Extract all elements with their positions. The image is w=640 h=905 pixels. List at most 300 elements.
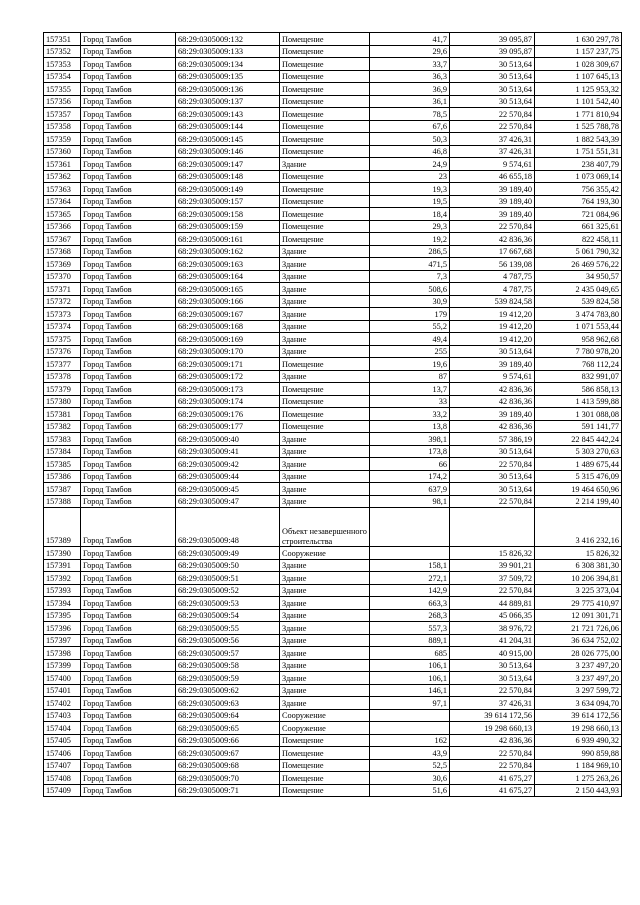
cadastral-number-cell: 68:29:0305009:135 — [176, 70, 280, 83]
table-row — [44, 420, 622, 433]
cadastral-number-cell: 68:29:0305009:50 — [176, 559, 280, 572]
unit-value-cell: 19 298 660,13 — [450, 722, 535, 735]
cadastral-number-cell: 68:29:0305009:68 — [176, 759, 280, 772]
unit-value-cell: 22 570,84 — [450, 458, 535, 471]
row-number-cell: 157376 — [44, 345, 81, 358]
unit-value-cell: 39 189,40 — [450, 195, 535, 208]
cadastral-value-cell: 721 084,96 — [535, 208, 622, 221]
cadastral-value-cell: 3 634 094,70 — [535, 697, 622, 710]
object-type-cell: Здание — [280, 483, 370, 496]
area-cell: 29,3 — [370, 220, 450, 233]
unit-value-cell: 40 915,00 — [450, 647, 535, 660]
cadastral-value-cell: 3 297 599,72 — [535, 684, 622, 697]
row-number-cell: 157352 — [44, 45, 81, 58]
object-type-cell: Здание — [280, 270, 370, 283]
cadastral-number-cell: 68:29:0305009:169 — [176, 333, 280, 346]
cadastral-number-cell: 68:29:0305009:146 — [176, 145, 280, 158]
area-cell: 19,5 — [370, 195, 450, 208]
row-number-cell: 157358 — [44, 120, 81, 133]
table-row — [44, 722, 622, 735]
locality-cell: Город Тамбов — [81, 345, 176, 358]
cadastral-number-cell: 68:29:0305009:145 — [176, 133, 280, 146]
locality-cell: Город Тамбов — [81, 458, 176, 471]
cadastral-number-cell: 68:29:0305009:71 — [176, 784, 280, 797]
row-number-cell: 157368 — [44, 245, 81, 258]
table-row — [44, 609, 622, 622]
cadastral-number-cell: 68:29:0305009:57 — [176, 647, 280, 660]
locality-cell: Город Тамбов — [81, 58, 176, 71]
area-cell — [370, 722, 450, 735]
locality-cell: Город Тамбов — [81, 709, 176, 722]
unit-value-cell: 9 574,61 — [450, 370, 535, 383]
row-number-cell: 157359 — [44, 133, 81, 146]
table-row — [44, 684, 622, 697]
cadastral-number-cell: 68:29:0305009:52 — [176, 584, 280, 597]
area-cell: 41,7 — [370, 33, 450, 46]
locality-cell: Город Тамбов — [81, 408, 176, 421]
object-type-cell: Помещение — [280, 45, 370, 58]
locality-cell: Город Тамбов — [81, 108, 176, 121]
locality-cell: Город Тамбов — [81, 120, 176, 133]
table-row — [44, 458, 622, 471]
table-row — [44, 370, 622, 383]
unit-value-cell: 30 513,64 — [450, 483, 535, 496]
locality-cell: Город Тамбов — [81, 70, 176, 83]
unit-value-cell: 30 513,64 — [450, 95, 535, 108]
locality-cell: Город Тамбов — [81, 634, 176, 647]
locality-cell: Город Тамбов — [81, 647, 176, 660]
object-type-cell: Помещение — [280, 145, 370, 158]
object-type-cell: Помещение — [280, 83, 370, 96]
cadastral-value-cell: 6 308 381,30 — [535, 559, 622, 572]
cadastral-value-cell: 1 413 599,88 — [535, 395, 622, 408]
locality-cell: Город Тамбов — [81, 759, 176, 772]
unit-value-cell: 22 570,84 — [450, 108, 535, 121]
row-number-cell: 157379 — [44, 383, 81, 396]
unit-value-cell: 539 824,58 — [450, 295, 535, 308]
unit-value-cell: 19 412,20 — [450, 333, 535, 346]
area-cell: 106,1 — [370, 672, 450, 685]
area-cell: 142,9 — [370, 584, 450, 597]
table-row — [44, 145, 622, 158]
table-row — [44, 634, 622, 647]
table-row — [44, 258, 622, 271]
row-number-cell: 157386 — [44, 470, 81, 483]
row-number-cell: 157392 — [44, 572, 81, 585]
area-cell: 146,1 — [370, 684, 450, 697]
cadastral-value-cell: 28 026 775,00 — [535, 647, 622, 660]
cadastral-value-cell: 1 525 788,78 — [535, 120, 622, 133]
unit-value-cell: 22 570,84 — [450, 220, 535, 233]
cadastral-value-cell: 2 435 049,65 — [535, 283, 622, 296]
cadastral-value-cell: 21 721 726,06 — [535, 622, 622, 635]
cadastral-number-cell: 68:29:0305009:167 — [176, 308, 280, 321]
object-type-cell: Помещение — [280, 408, 370, 421]
locality-cell: Город Тамбов — [81, 622, 176, 635]
object-type-cell: Здание — [280, 370, 370, 383]
cadastral-value-cell: 2 150 443,93 — [535, 784, 622, 797]
area-cell: 508,6 — [370, 283, 450, 296]
object-type-cell: Здание — [280, 258, 370, 271]
table-row — [44, 95, 622, 108]
table-row — [44, 470, 622, 483]
object-type-cell: Помещение — [280, 208, 370, 221]
area-cell: 78,5 — [370, 108, 450, 121]
locality-cell: Город Тамбов — [81, 784, 176, 797]
area-cell: 7,3 — [370, 270, 450, 283]
table-row — [44, 158, 622, 171]
object-type-cell: Помещение — [280, 33, 370, 46]
table-row — [44, 395, 622, 408]
table-row — [44, 508, 622, 547]
object-type-cell: Здание — [280, 433, 370, 446]
area-cell — [370, 547, 450, 560]
cadastral-value-cell: 1 630 297,78 — [535, 33, 622, 46]
unit-value-cell: 19 412,20 — [450, 320, 535, 333]
locality-cell: Город Тамбов — [81, 672, 176, 685]
row-number-cell: 157389 — [44, 508, 81, 547]
cadastral-value-cell: 3 237 497,20 — [535, 672, 622, 685]
object-type-cell: Здание — [280, 470, 370, 483]
area-cell: 51,6 — [370, 784, 450, 797]
cadastral-number-cell: 68:29:0305009:55 — [176, 622, 280, 635]
row-number-cell: 157366 — [44, 220, 81, 233]
area-cell: 18,4 — [370, 208, 450, 221]
cadastral-value-cell: 1 071 553,44 — [535, 320, 622, 333]
unit-value-cell: 45 066,35 — [450, 609, 535, 622]
cadastral-number-cell: 68:29:0305009:143 — [176, 108, 280, 121]
table-row — [44, 495, 622, 508]
object-type-cell: Помещение — [280, 395, 370, 408]
row-number-cell: 157372 — [44, 295, 81, 308]
cadastral-value-cell: 29 775 410,97 — [535, 597, 622, 610]
cadastral-value-cell: 6 939 490,32 — [535, 734, 622, 747]
table-row — [44, 58, 622, 71]
object-type-cell: Здание — [280, 333, 370, 346]
area-cell: 97,1 — [370, 697, 450, 710]
area-cell: 55,2 — [370, 320, 450, 333]
cadastral-number-cell: 68:29:0305009:164 — [176, 270, 280, 283]
locality-cell: Город Тамбов — [81, 383, 176, 396]
cadastral-value-cell: 1 157 237,75 — [535, 45, 622, 58]
cadastral-value-cell: 1 771 810,94 — [535, 108, 622, 121]
object-type-cell: Помещение — [280, 734, 370, 747]
row-number-cell: 157396 — [44, 622, 81, 635]
row-number-cell: 157405 — [44, 734, 81, 747]
cadastral-value-cell: 661 325,61 — [535, 220, 622, 233]
locality-cell: Город Тамбов — [81, 258, 176, 271]
object-type-cell: Здание — [280, 245, 370, 258]
unit-value-cell: 44 889,81 — [450, 597, 535, 610]
cadastral-number-cell: 68:29:0305009:159 — [176, 220, 280, 233]
row-number-cell: 157381 — [44, 408, 81, 421]
row-number-cell: 157373 — [44, 308, 81, 321]
cadastral-number-cell: 68:29:0305009:56 — [176, 634, 280, 647]
row-number-cell: 157395 — [44, 609, 81, 622]
unit-value-cell: 41 675,27 — [450, 772, 535, 785]
locality-cell: Город Тамбов — [81, 609, 176, 622]
area-cell: 29,6 — [370, 45, 450, 58]
cadastral-value-cell: 36 634 752,02 — [535, 634, 622, 647]
locality-cell: Город Тамбов — [81, 395, 176, 408]
table-row — [44, 183, 622, 196]
unit-value-cell: 39 189,40 — [450, 358, 535, 371]
area-cell: 471,5 — [370, 258, 450, 271]
table-row — [44, 283, 622, 296]
locality-cell: Город Тамбов — [81, 420, 176, 433]
area-cell: 50,3 — [370, 133, 450, 146]
object-type-cell: Помещение — [280, 170, 370, 183]
area-cell: 24,9 — [370, 158, 450, 171]
locality-cell: Город Тамбов — [81, 233, 176, 246]
cadastral-number-cell: 68:29:0305009:41 — [176, 445, 280, 458]
object-type-cell: Здание — [280, 584, 370, 597]
area-cell: 46,8 — [370, 145, 450, 158]
row-number-cell: 157354 — [44, 70, 81, 83]
cadastral-number-cell: 68:29:0305009:54 — [176, 609, 280, 622]
locality-cell: Город Тамбов — [81, 270, 176, 283]
unit-value-cell — [450, 508, 535, 547]
cadastral-number-cell: 68:29:0305009:149 — [176, 183, 280, 196]
locality-cell: Город Тамбов — [81, 370, 176, 383]
cadastral-value-cell: 26 469 576,22 — [535, 258, 622, 271]
area-cell: 637,9 — [370, 483, 450, 496]
cadastral-value-cell: 5 303 270,63 — [535, 445, 622, 458]
table-row — [44, 759, 622, 772]
cadastral-number-cell: 68:29:0305009:166 — [176, 295, 280, 308]
cadastral-number-cell: 68:29:0305009:44 — [176, 470, 280, 483]
table-row — [44, 295, 622, 308]
unit-value-cell: 37 426,31 — [450, 145, 535, 158]
area-cell: 685 — [370, 647, 450, 660]
area-cell: 889,1 — [370, 634, 450, 647]
object-type-cell: Здание — [280, 345, 370, 358]
unit-value-cell: 39 189,40 — [450, 208, 535, 221]
area-cell: 36,3 — [370, 70, 450, 83]
row-number-cell: 157364 — [44, 195, 81, 208]
row-number-cell: 157394 — [44, 597, 81, 610]
cadastral-value-cell: 1 107 645,13 — [535, 70, 622, 83]
row-number-cell: 157367 — [44, 233, 81, 246]
unit-value-cell: 37 426,31 — [450, 697, 535, 710]
area-cell: 33 — [370, 395, 450, 408]
locality-cell: Город Тамбов — [81, 295, 176, 308]
locality-cell: Город Тамбов — [81, 722, 176, 735]
table-row — [44, 572, 622, 585]
table-row — [44, 433, 622, 446]
cadastral-number-cell: 68:29:0305009:177 — [176, 420, 280, 433]
unit-value-cell: 30 513,64 — [450, 58, 535, 71]
row-number-cell: 157401 — [44, 684, 81, 697]
area-cell — [370, 508, 450, 547]
table-row — [44, 333, 622, 346]
table-row — [44, 45, 622, 58]
table-row — [44, 547, 622, 560]
cadastral-value-cell: 822 458,11 — [535, 233, 622, 246]
cadastral-value-cell: 2 214 199,40 — [535, 495, 622, 508]
area-cell: 33,2 — [370, 408, 450, 421]
locality-cell: Город Тамбов — [81, 333, 176, 346]
cadastral-value-cell: 39 614 172,56 — [535, 709, 622, 722]
cadastral-number-cell: 68:29:0305009:59 — [176, 672, 280, 685]
cadastral-number-cell: 68:29:0305009:170 — [176, 345, 280, 358]
object-type-cell: Помещение — [280, 70, 370, 83]
locality-cell: Город Тамбов — [81, 508, 176, 547]
row-number-cell: 157380 — [44, 395, 81, 408]
cadastral-value-cell: 5 061 790,32 — [535, 245, 622, 258]
cadastral-number-cell: 68:29:0305009:176 — [176, 408, 280, 421]
table-row — [44, 320, 622, 333]
row-number-cell: 157406 — [44, 747, 81, 760]
unit-value-cell: 39 901,21 — [450, 559, 535, 572]
row-number-cell: 157353 — [44, 58, 81, 71]
unit-value-cell: 42 836,36 — [450, 420, 535, 433]
unit-value-cell: 39 189,40 — [450, 408, 535, 421]
cadastral-value-cell: 5 315 476,09 — [535, 470, 622, 483]
unit-value-cell: 9 574,61 — [450, 158, 535, 171]
area-cell: 158,1 — [370, 559, 450, 572]
table-row — [44, 597, 622, 610]
cadastral-value-cell: 1 751 551,31 — [535, 145, 622, 158]
row-number-cell: 157361 — [44, 158, 81, 171]
cadastral-number-cell: 68:29:0305009:163 — [176, 258, 280, 271]
row-number-cell: 157403 — [44, 709, 81, 722]
area-cell: 98,1 — [370, 495, 450, 508]
locality-cell: Город Тамбов — [81, 445, 176, 458]
table-row — [44, 133, 622, 146]
area-cell: 179 — [370, 308, 450, 321]
table-row — [44, 584, 622, 597]
unit-value-cell: 38 976,72 — [450, 622, 535, 635]
row-number-cell: 157370 — [44, 270, 81, 283]
cadastral-number-cell: 68:29:0305009:47 — [176, 495, 280, 508]
row-number-cell: 157362 — [44, 170, 81, 183]
cadastral-number-cell: 68:29:0305009:40 — [176, 433, 280, 446]
cadastral-number-cell: 68:29:0305009:157 — [176, 195, 280, 208]
area-cell: 272,1 — [370, 572, 450, 585]
area-cell: 67,6 — [370, 120, 450, 133]
table-row — [44, 120, 622, 133]
locality-cell: Город Тамбов — [81, 483, 176, 496]
object-type-cell: Здание — [280, 295, 370, 308]
unit-value-cell: 15 826,32 — [450, 547, 535, 560]
area-cell: 19,6 — [370, 358, 450, 371]
area-cell: 19,3 — [370, 183, 450, 196]
table-row — [44, 622, 622, 635]
locality-cell: Город Тамбов — [81, 433, 176, 446]
object-type-cell: Сооружение — [280, 722, 370, 735]
object-type-cell: Сооружение — [280, 709, 370, 722]
cadastral-value-cell: 15 826,32 — [535, 547, 622, 560]
row-number-cell: 157407 — [44, 759, 81, 772]
cadastral-number-cell: 68:29:0305009:137 — [176, 95, 280, 108]
locality-cell: Город Тамбов — [81, 308, 176, 321]
unit-value-cell: 30 513,64 — [450, 470, 535, 483]
cadastral-value-cell: 1 101 542,40 — [535, 95, 622, 108]
unit-value-cell: 30 513,64 — [450, 70, 535, 83]
table-row — [44, 784, 622, 797]
unit-value-cell: 39 189,40 — [450, 183, 535, 196]
table-row — [44, 233, 622, 246]
locality-cell: Город Тамбов — [81, 559, 176, 572]
locality-cell: Город Тамбов — [81, 195, 176, 208]
cadastral-value-cell: 1 882 543,39 — [535, 133, 622, 146]
table-row — [44, 408, 622, 421]
object-type-cell: Здание — [280, 320, 370, 333]
table-row — [44, 220, 622, 233]
table-row — [44, 672, 622, 685]
unit-value-cell: 4 787,75 — [450, 283, 535, 296]
area-cell: 30,6 — [370, 772, 450, 785]
table-row — [44, 734, 622, 747]
object-type-cell: Помещение — [280, 133, 370, 146]
row-number-cell: 157393 — [44, 584, 81, 597]
locality-cell: Город Тамбов — [81, 220, 176, 233]
cadastral-number-cell: 68:29:0305009:66 — [176, 734, 280, 747]
cadastral-number-cell: 68:29:0305009:158 — [176, 208, 280, 221]
unit-value-cell: 42 836,36 — [450, 734, 535, 747]
locality-cell: Город Тамбов — [81, 470, 176, 483]
object-type-cell: Помещение — [280, 747, 370, 760]
unit-value-cell: 30 513,64 — [450, 659, 535, 672]
row-number-cell: 157400 — [44, 672, 81, 685]
table-row — [44, 70, 622, 83]
locality-cell: Город Тамбов — [81, 245, 176, 258]
unit-value-cell: 37 426,31 — [450, 133, 535, 146]
row-number-cell: 157404 — [44, 722, 81, 735]
object-type-cell: Здание — [280, 158, 370, 171]
table-row — [44, 195, 622, 208]
object-type-cell: Помещение — [280, 233, 370, 246]
cadastral-value-cell: 3 416 232,16 — [535, 508, 622, 547]
cadastral-number-cell: 68:29:0305009:65 — [176, 722, 280, 735]
row-number-cell: 157357 — [44, 108, 81, 121]
locality-cell: Город Тамбов — [81, 734, 176, 747]
area-cell: 52,5 — [370, 759, 450, 772]
row-number-cell: 157356 — [44, 95, 81, 108]
cadastral-value-cell: 756 355,42 — [535, 183, 622, 196]
object-type-cell: Помещение — [280, 383, 370, 396]
locality-cell: Город Тамбов — [81, 772, 176, 785]
cadastral-value-cell: 3 474 783,80 — [535, 308, 622, 321]
table-row — [44, 83, 622, 96]
area-cell: 173,8 — [370, 445, 450, 458]
object-type-cell: Помещение — [280, 95, 370, 108]
cadastral-value-cell: 958 962,68 — [535, 333, 622, 346]
object-type-cell: Помещение — [280, 58, 370, 71]
object-type-cell: Помещение — [280, 358, 370, 371]
locality-cell: Город Тамбов — [81, 83, 176, 96]
cadastral-value-cell: 19 464 650,96 — [535, 483, 622, 496]
unit-value-cell: 22 570,84 — [450, 120, 535, 133]
unit-value-cell: 41 675,27 — [450, 784, 535, 797]
object-type-cell: Помещение — [280, 759, 370, 772]
table-row — [44, 33, 622, 46]
row-number-cell: 157371 — [44, 283, 81, 296]
unit-value-cell: 30 513,64 — [450, 345, 535, 358]
locality-cell: Город Тамбов — [81, 158, 176, 171]
cadastral-value-cell: 539 824,58 — [535, 295, 622, 308]
locality-cell: Город Тамбов — [81, 208, 176, 221]
row-number-cell: 157383 — [44, 433, 81, 446]
area-cell: 19,2 — [370, 233, 450, 246]
cadastral-value-cell: 22 845 442,24 — [535, 433, 622, 446]
area-cell: 66 — [370, 458, 450, 471]
table-row — [44, 483, 622, 496]
cadastral-value-cell: 12 091 301,71 — [535, 609, 622, 622]
locality-cell: Город Тамбов — [81, 659, 176, 672]
unit-value-cell: 19 412,20 — [450, 308, 535, 321]
